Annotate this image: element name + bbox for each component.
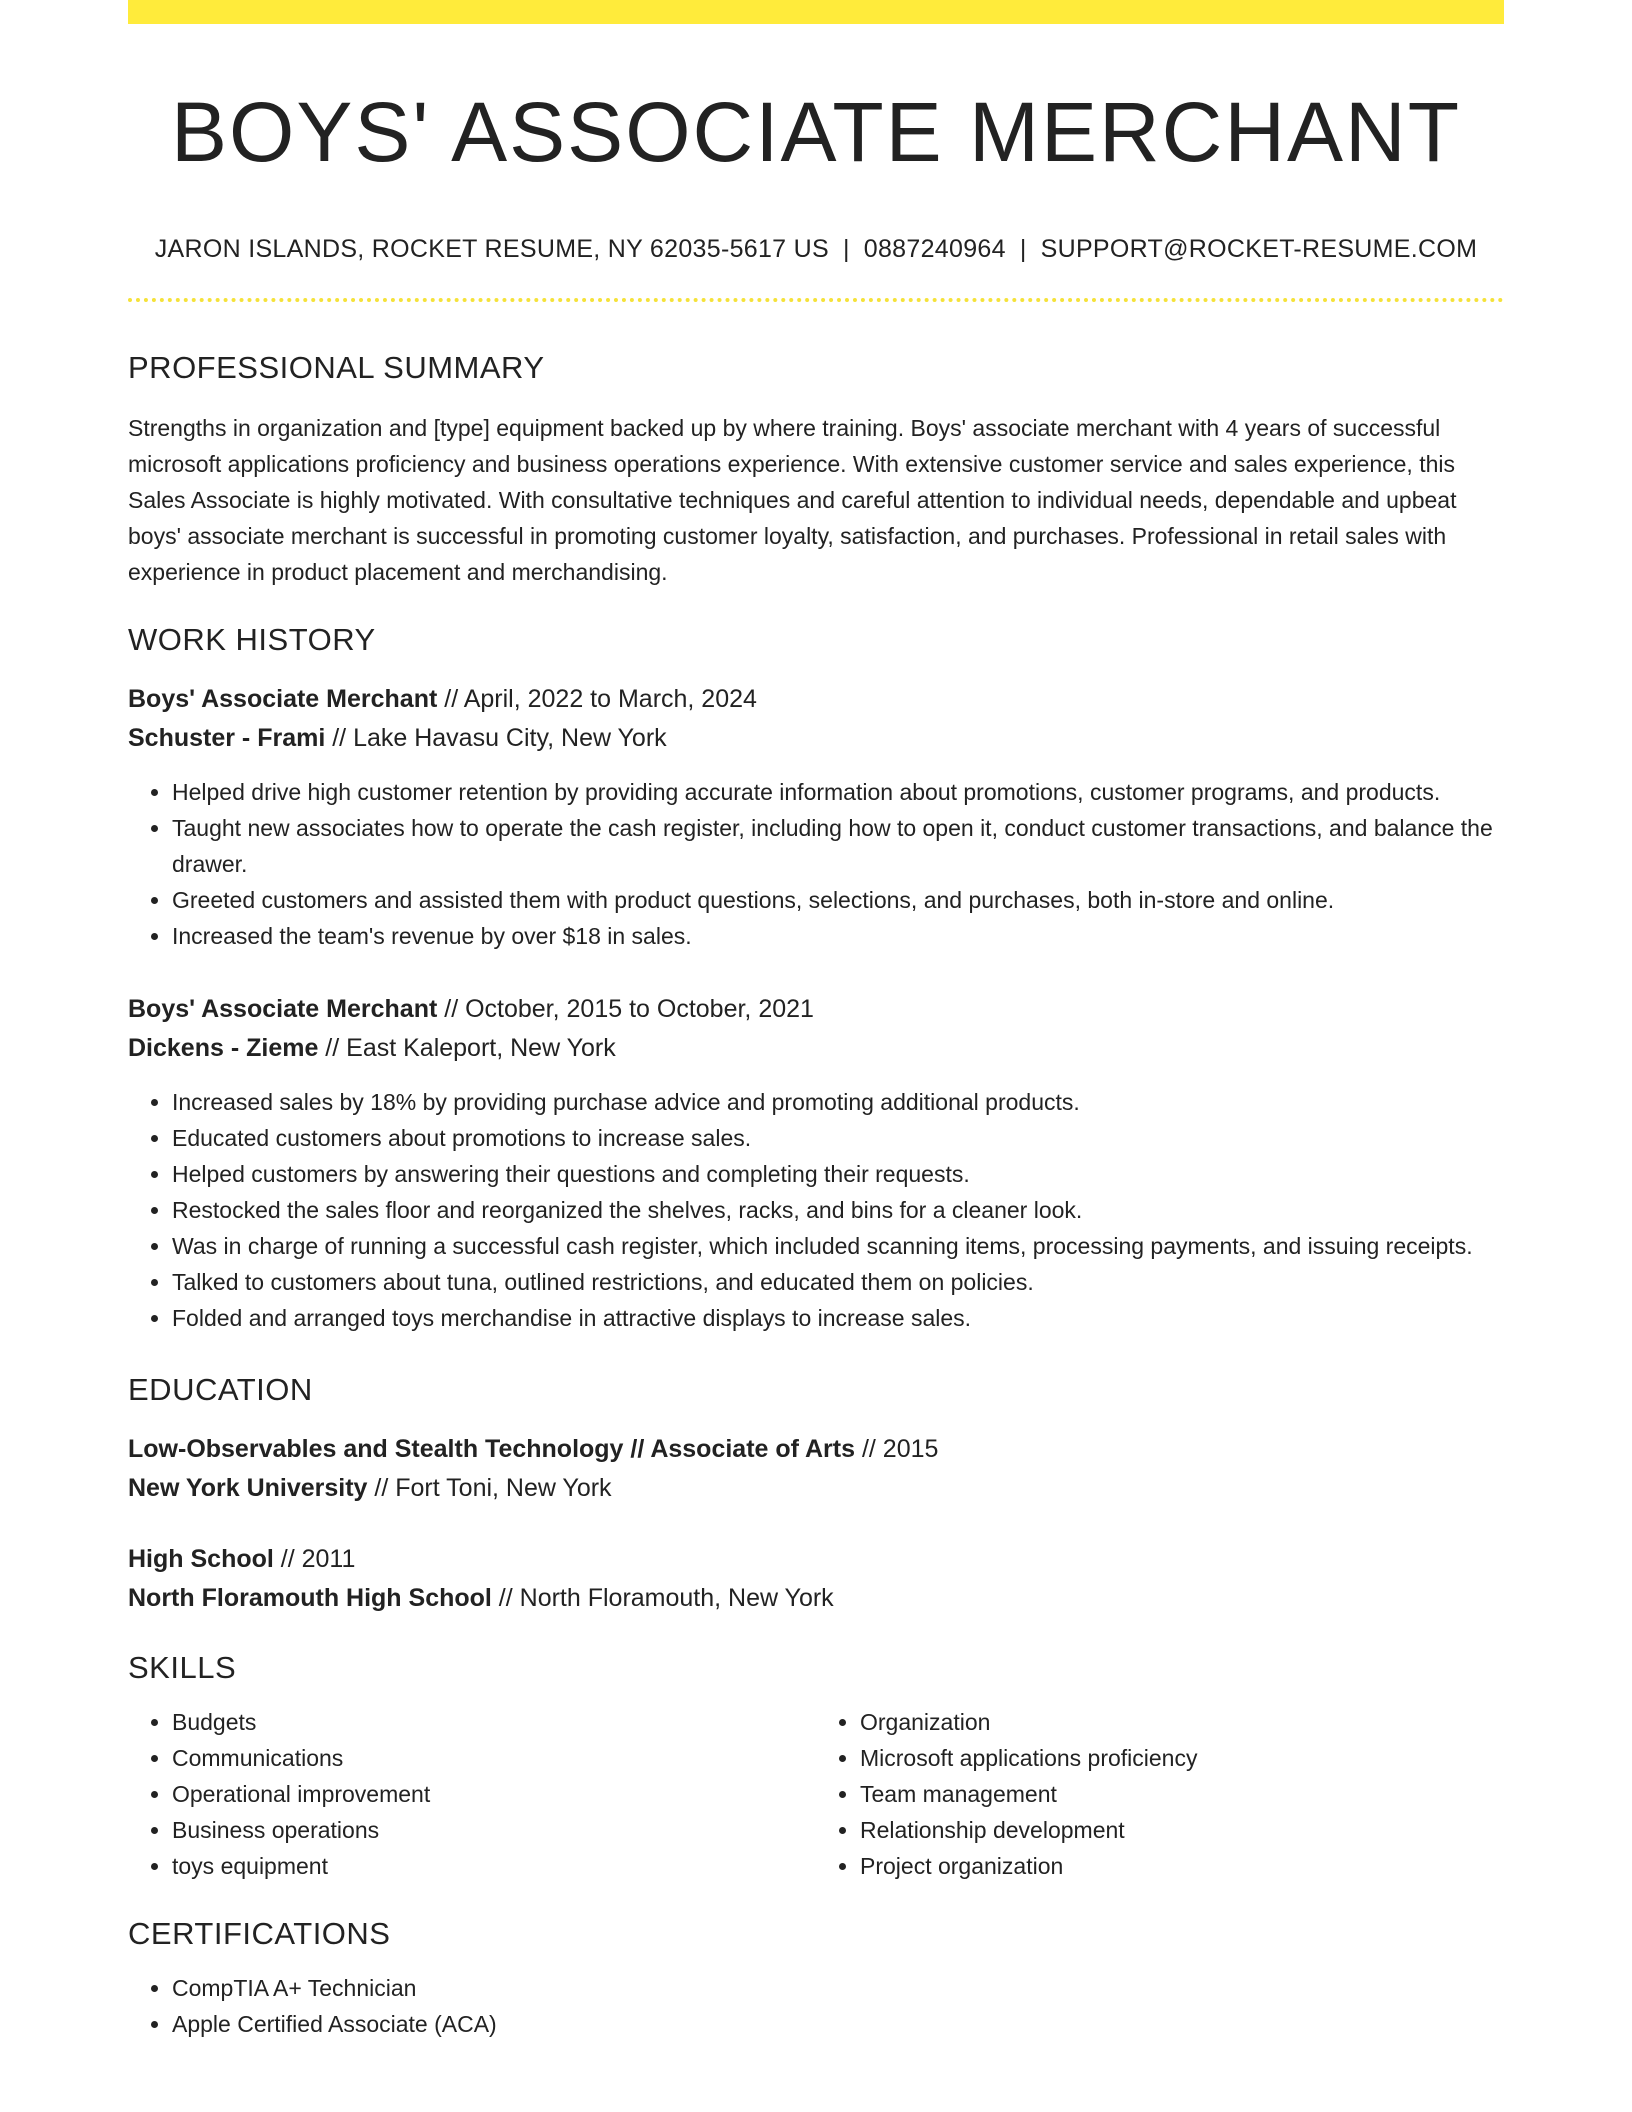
contact-email[interactable]: SUPPORT@ROCKET-RESUME.COM (1040, 235, 1478, 263)
list-item: • Increased sales by 18% by providing purchase advice and promoting additional products. (172, 1084, 1504, 1120)
list-item: • Helped drive high customer retention by providing accurate information about promotions, customer programs, and products. (172, 774, 1504, 810)
education-heading: EDUCATION (128, 1372, 313, 1407)
job-bullets (128, 774, 1504, 954)
education-school-line (128, 1469, 1504, 1508)
resume-page (128, 0, 1504, 2042)
certifications-heading: CERTIFICATIONS (128, 1916, 391, 1951)
education-location: // North Floramouth, New York (491, 1584, 834, 1612)
education-entry (128, 1430, 1504, 1508)
list-item: • Increased the team's revenue by over $18 in sales. (172, 918, 1504, 954)
skill-item: • Budgets (172, 1704, 816, 1740)
skill-item: • Microsoft applications proficiency (860, 1740, 1504, 1776)
summary-heading: PROFESSIONAL SUMMARY (128, 350, 545, 385)
certifications-section (128, 1914, 1504, 2042)
job-company: Dickens - Zieme (128, 1034, 319, 1062)
job-title-line (128, 680, 1504, 719)
skill-item: • Communications (172, 1740, 816, 1776)
job-company: Schuster - Frami (128, 724, 326, 752)
education-school: New York University (128, 1474, 368, 1502)
education-degree-line (128, 1430, 1504, 1469)
skills-heading: SKILLS (128, 1650, 237, 1685)
list-item: • Was in charge of running a successful cash register, which included scanning items, processing payments, and issuing receipts. (172, 1228, 1504, 1264)
education-year: // 2011 (273, 1545, 356, 1573)
education-year: // 2015 (855, 1435, 939, 1463)
job-title: Boys' Associate Merchant (128, 685, 438, 713)
skills-right-column (816, 1704, 1504, 1884)
job-entry (128, 680, 1504, 954)
education-location: // Fort Toni, New York (367, 1474, 612, 1502)
skill-item: • toys equipment (172, 1848, 816, 1884)
skill-item: • Relationship development (860, 1812, 1504, 1848)
job-entry (128, 990, 1504, 1336)
resume-title: BOYS' ASSOCIATE MERCHANT (170, 85, 1462, 179)
work-history-section (128, 620, 1504, 1336)
job-dates: // April, 2022 to March, 2024 (437, 685, 757, 713)
skill-item: • Team management (860, 1776, 1504, 1812)
certification-item: • Apple Certified Associate (ACA) (172, 2006, 1504, 2042)
job-dates: // October, 2015 to October, 2021 (437, 995, 814, 1023)
job-company-line (128, 719, 1504, 758)
skills-left-column (128, 1704, 816, 1884)
certification-item: • CompTIA A+ Technician (172, 1970, 1504, 2006)
contact-phone[interactable]: 0887240964 (863, 235, 1006, 263)
skill-item: • Operational improvement (172, 1776, 816, 1812)
job-title: Boys' Associate Merchant (128, 995, 438, 1023)
list-item: • Helped customers by answering their questions and completing their requests. (172, 1156, 1504, 1192)
job-location: // Lake Havasu City, New York (325, 724, 667, 752)
list-item: • Folded and arranged toys merchandise in attractive displays to increase sales. (172, 1300, 1504, 1336)
job-location: // East Kaleport, New York (318, 1034, 616, 1062)
work-history-heading: WORK HISTORY (128, 622, 376, 657)
skills-grid (128, 1704, 1504, 1884)
contact-separator: | (842, 235, 850, 263)
education-entry (128, 1540, 1504, 1618)
dotted-divider (128, 298, 1504, 302)
skill-item: • Organization (860, 1704, 1504, 1740)
certifications-list (128, 1970, 1504, 2042)
skill-item: • Project organization (860, 1848, 1504, 1884)
skill-item: • Business operations (172, 1812, 816, 1848)
education-degree: High School (128, 1545, 274, 1573)
contact-separator: | (1019, 235, 1027, 263)
education-degree-line (128, 1540, 1504, 1579)
education-degree: Low-Observables and Stealth Technology // Associate of Arts (128, 1435, 856, 1463)
list-item: • Talked to customers about tuna, outlined restrictions, and educated them on policies. (172, 1264, 1504, 1300)
job-title-line (128, 990, 1504, 1029)
education-section (128, 1370, 1504, 1618)
list-item: • Taught new associates how to operate the cash register, including how to open it, conduct customer transactions, and balance the drawer. (172, 810, 1504, 882)
contact-line (128, 234, 1504, 264)
skills-section (128, 1648, 1504, 1884)
accent-top-bar (128, 0, 1504, 24)
list-item: • Greeted customers and assisted them with product questions, selections, and purchases, both in-store and online. (172, 882, 1504, 918)
summary-section (128, 348, 1504, 590)
job-bullets (128, 1084, 1504, 1336)
education-school-line (128, 1579, 1504, 1618)
contact-address: JARON ISLANDS, ROCKET RESUME, NY 62035-5617 US (154, 235, 829, 263)
education-school: North Floramouth High School (128, 1584, 492, 1612)
list-item: • Restocked the sales floor and reorganized the shelves, racks, and bins for a cleaner look. (172, 1192, 1504, 1228)
summary-text: Strengths in organization and [type] equipment backed up by where training. Boys' associate merchant with 4 years of successful microsoft applications proficiency and business operations experience. With extensive customer service and sales experience, this Sales Associate is highly motivated. With consultative techniques and careful attention to individual needs, dependable and upbeat boys' associate merchant is successful in promoting customer loyalty, satisfaction, and purchases. Professional in retail sales with experience in product placement and merchandising. (128, 415, 1457, 585)
job-company-line (128, 1029, 1504, 1068)
list-item: • Educated customers about promotions to increase sales. (172, 1120, 1504, 1156)
